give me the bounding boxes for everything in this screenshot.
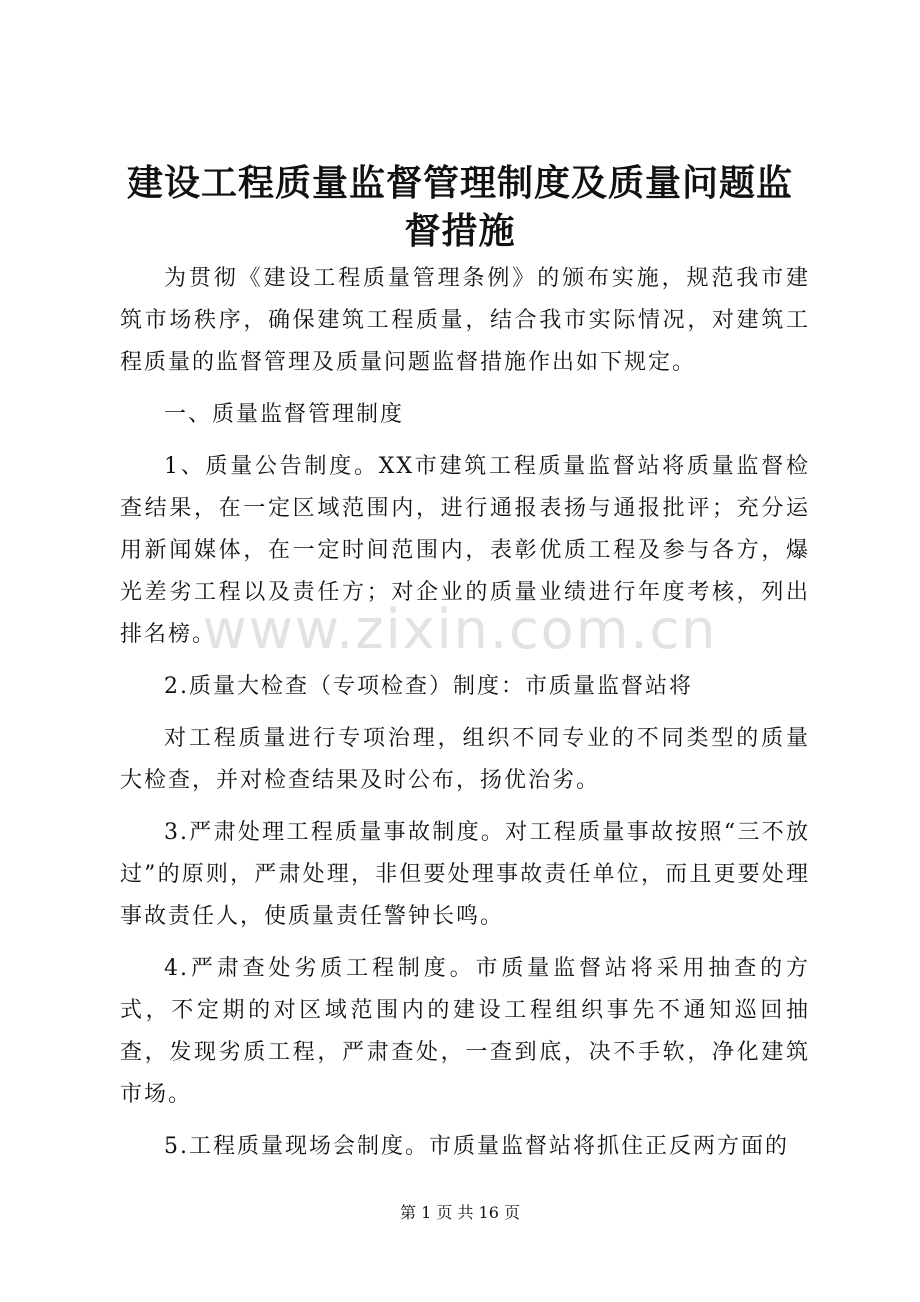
paragraph: 2.质量大检查（专项检查）制度：市质量监督站将 bbox=[164, 674, 693, 699]
paragraph: 5.工程质量现场会制度。市质量监督站将抓住正反两方面的 bbox=[164, 1134, 789, 1159]
section-heading: 一、质量监督管理制度 bbox=[164, 402, 405, 427]
paragraph: 3.严肃处理工程质量事故制度。对工程质量事故按照“三不放过”的原则，严肃处理，非但要处理事故责任单位，而且更要处理事故责任人，使质量责任警钟长鸣。 bbox=[120, 820, 810, 929]
page-footer: 第 1 页 共 16 页 bbox=[400, 1203, 520, 1222]
document-title: 建设工程质量监督管理制度及质量问题监督措施 bbox=[126, 163, 793, 252]
paragraph: 为贯彻《建设工程质量管理条例》的颁布实施，规范我市建筑市场秩序，确保建筑工程质量，结合我市实际情况，对建筑工程质量的监督管理及质量问题监督措施作出如下规定。 bbox=[120, 266, 810, 375]
watermark: www.zixin.com.cn bbox=[202, 598, 718, 661]
paragraph: 1、质量公告制度。XX市建筑工程质量监督站将质量监督检查结果，在一定区域范围内，进行通报表扬与通报批评；充分运用新闻媒体，在一定时间范围内，表彰优质工程及参与各方，爆光差劣工程以及责任方；对企业的质量业绩进行年度考核，列出排名榜。 bbox=[120, 454, 810, 647]
document-body bbox=[120, 258, 810, 1178]
paragraph: 4.严肃查处劣质工程制度。市质量监督站将采用抽查的方式，不定期的对区域范围内的建设工程组织事先不通知巡回抽查，发现劣质工程，严肃查处，一查到底，决不手软，净化建筑市场。 bbox=[120, 956, 810, 1107]
paragraph: 对工程质量进行专项治理，组织不同专业的不同类型的质量大检查，并对检查结果及时公布，扬优治劣。 bbox=[120, 726, 810, 793]
